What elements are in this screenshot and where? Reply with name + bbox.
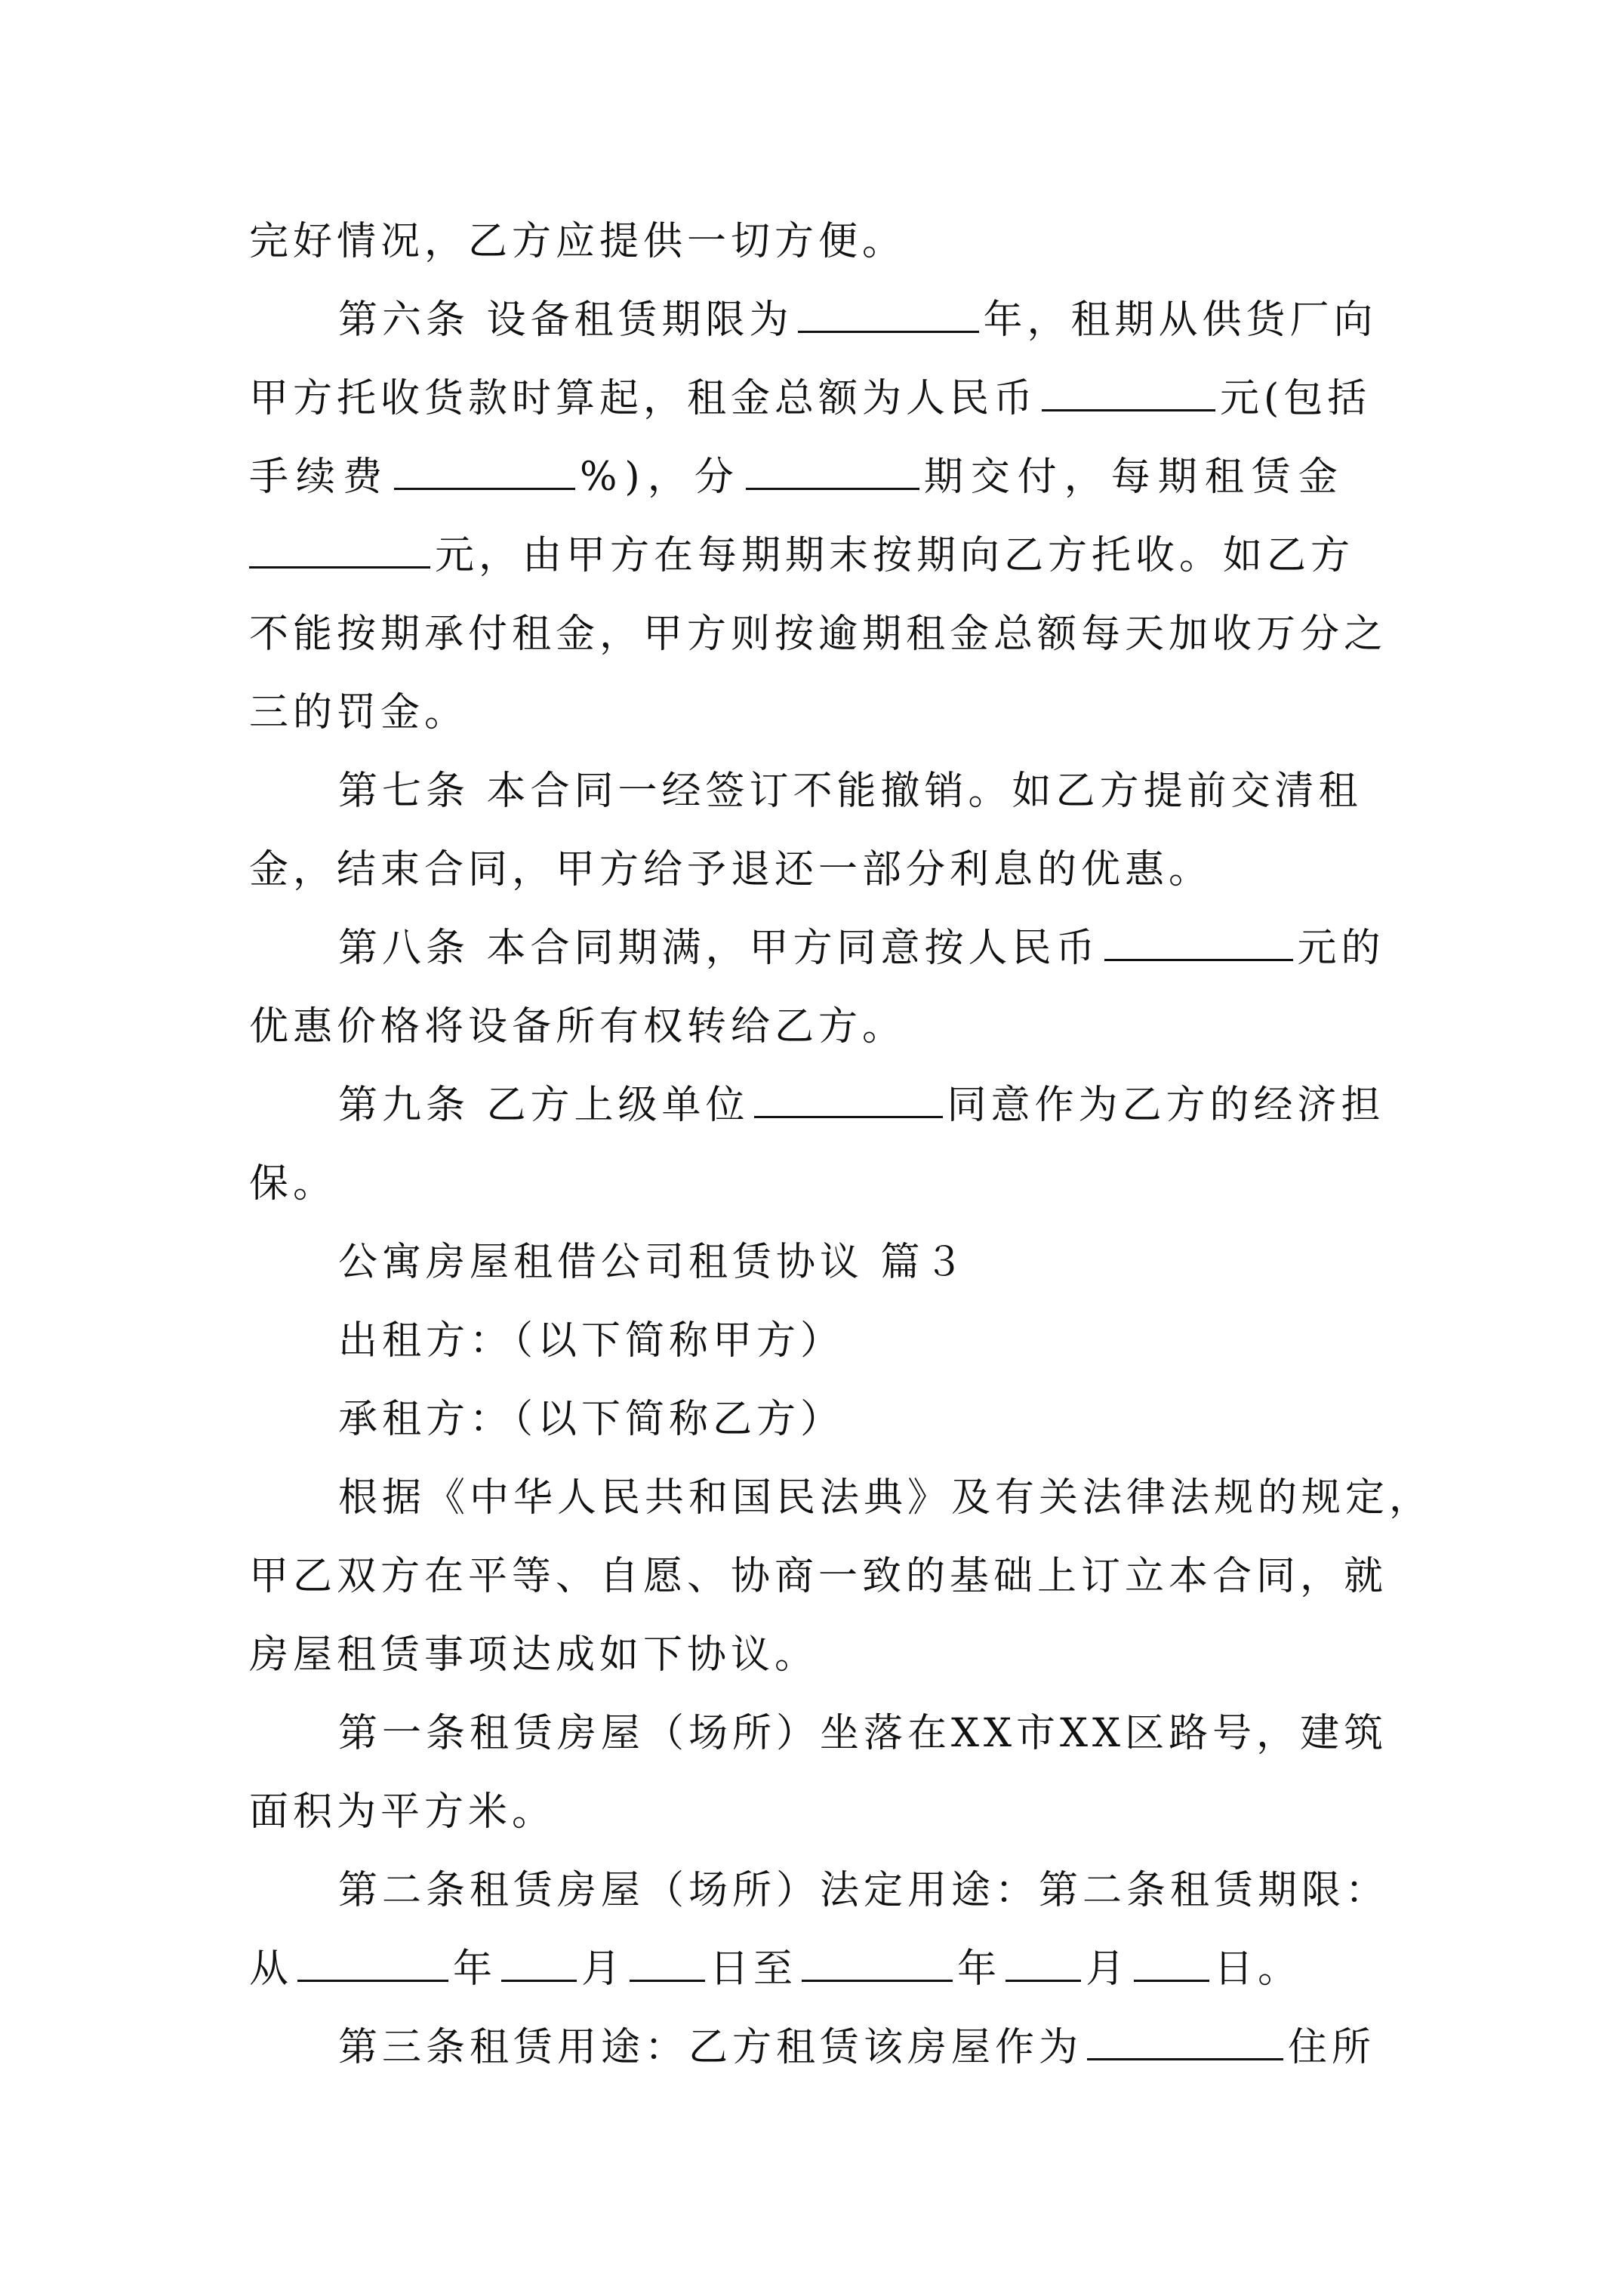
article-1-line: 第一条租赁房屋（场所）坐落在XX市XX区路号，建筑 [338, 1711, 1388, 1756]
blank-field [798, 288, 979, 333]
blank-field [802, 1937, 953, 1982]
paragraph-line: 三的罚金。 [249, 690, 469, 735]
article-8-line: 第八条 本合同期满，甲方同意按人民币 元的 [338, 911, 1395, 986]
paragraph-line: 保。 [249, 1161, 337, 1207]
blank-field [394, 445, 575, 490]
article-6-line: 第六条 设备租赁期限为 年，租期从供货厂向 [338, 282, 1395, 358]
article-7-line: 第七条 本合同一经签订不能撤销。如乙方提前交清租 [338, 769, 1363, 814]
lessor-line: 出租方：（以下简称甲方） [338, 1318, 845, 1364]
blank-field [630, 1937, 705, 1982]
paragraph-line: 不能按期承付租金，甲方则按逾期租金总额每天加收万分之 [249, 612, 1388, 657]
date-range-line: 从 年 月 日至 年 月 日。 [249, 1931, 1381, 2007]
paragraph-line: 甲方托收货款时算起，租金总额为人民币 元(包括 [249, 361, 1381, 436]
preamble-line: 根据《中华人民共和国民法典》及有关法律法规的规定， [338, 1475, 1434, 1521]
paragraph-line: 甲乙双方在平等、自愿、协商一致的基础上订立本合同，就 [249, 1554, 1388, 1599]
blank-field [754, 1074, 943, 1118]
blank-field [1134, 1937, 1209, 1982]
paragraph-line: 手续费 %)，分 期交付，每期租赁金 [249, 439, 1381, 515]
paragraph-line: 完好情况，乙方应提供一切方便。 [249, 219, 907, 264]
article-9-line: 第九条 乙方上级单位 同意作为乙方的经济担 [338, 1068, 1395, 1143]
blank-field [1087, 2016, 1283, 2060]
paragraph-line: 元，由甲方在每期期末按期向乙方托收。如乙方 [249, 518, 1381, 593]
paragraph-line: 优惠价格将设备所有权转给乙方。 [249, 1004, 907, 1049]
blank-field [746, 445, 919, 490]
article-2-line: 第二条租赁房屋（场所）法定用途：第二条租赁期限： [338, 1868, 1390, 1913]
blank-field [1006, 1937, 1081, 1982]
paragraph-line: 金，结束合同，甲方给予退还一部分利息的优惠。 [249, 847, 1213, 892]
section-heading: 公寓房屋租借公司租赁协议 篇３ [338, 1240, 969, 1285]
blank-field [297, 1937, 448, 1982]
blank-field [249, 524, 430, 569]
article-3-line: 第三条租赁用途：乙方租赁该房屋作为 住所 [338, 2010, 1395, 2085]
lessee-line: 承租方：（以下简称乙方） [338, 1397, 845, 1442]
paragraph-line: 面积为平方米。 [249, 1789, 556, 1835]
paragraph-line: 房屋租赁事项达成如下协议。 [249, 1632, 819, 1678]
blank-field [501, 1937, 577, 1982]
blank-field [1104, 917, 1293, 961]
blank-field [1042, 367, 1215, 411]
